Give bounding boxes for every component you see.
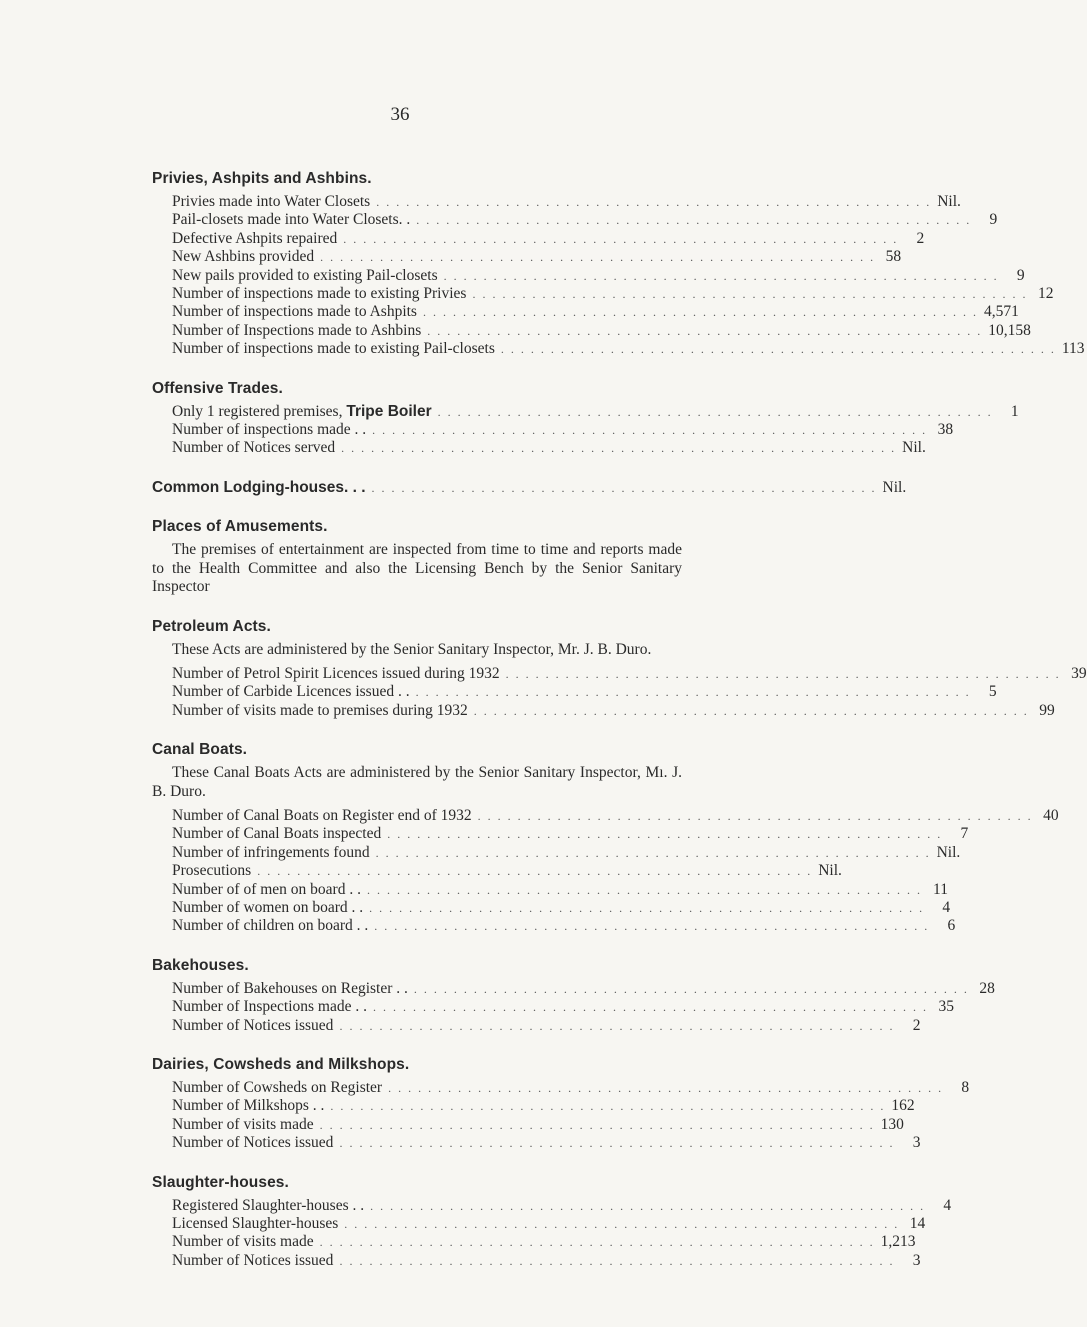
row-value: 4 (943, 1196, 952, 1214)
row-value: 162 (891, 1097, 915, 1115)
table-row (172, 806, 1059, 825)
row-value: 28 (979, 979, 995, 997)
row-label-text: Number of Petrol Spirit Licences issued during 1932 (172, 664, 500, 682)
table-row (172, 825, 969, 843)
row-label-text: Licensed Slaughter-houses (172, 1215, 339, 1233)
row-value: 5 (988, 683, 997, 701)
rows (172, 1079, 970, 1153)
leader-dots: . . . . . . . . . . . . . . . . . . . . . . . . . . . . . . . . . . . . . . . . . . . . . . . . . . . . . . . . (344, 1217, 900, 1232)
table-row (172, 402, 1019, 421)
row-value: 4,571 (983, 303, 1019, 321)
row-label-text: Number of Carbide Licences issued . . (172, 683, 410, 701)
row-label (172, 1079, 382, 1097)
row-label (172, 421, 366, 439)
row-label (172, 1215, 338, 1233)
paragraph: These Acts are administered by the Senior Sanitary Inspector, Mr. J. B. Duro. (172, 640, 652, 658)
row-value: 9 (1016, 266, 1025, 284)
row-label (172, 322, 421, 340)
row-value: 4 (942, 898, 951, 916)
leader-dots: . . . . . . . . . . . . . . . . . . . . . . . . . . . . . . . . . . . . . . . . . . . . . . . . . . . . . . . . (416, 213, 972, 228)
row-value: 3 (912, 1251, 921, 1269)
row-label (172, 230, 337, 248)
leader-dots: . . . . . . . . . . . . . . . . . . . . . . . . . . . . . . . . . . . . . . . . . . . . . . . . . . . . . . . . (319, 1117, 875, 1132)
leader-dots: . . . . . . . . . . . . . . . . . . . . . . . . . . . . . . . . . . . . . . . . . . . . . . . . . . . . . . . . (366, 882, 922, 897)
leader-dots: . . . . . . . . . . . . . . . . . . . . . . . . . . . . . . . . . . . . . . . . . . . . . . . . . . . . . . . . (320, 250, 876, 265)
row-label (172, 881, 361, 899)
row-label-text: Number of inspections made to existing Privies (172, 285, 467, 303)
row-label-text: Prosecutions (172, 862, 252, 880)
row-value: Nil. (936, 843, 961, 861)
row-value: 130 (880, 1115, 904, 1133)
row-value: Nil. (882, 478, 907, 496)
rows (172, 806, 1059, 936)
leader-dots: . . . . . . . . . . . . . . . . . . . . . . . . . . . . . . . . . . . . . . . . . . . . . . . . . . . . . . . . (339, 1136, 895, 1151)
row-label (172, 211, 410, 229)
row-label-text: Number of Canal Boats on Register end of 1932 (172, 806, 472, 824)
page-number: 36 (390, 104, 410, 125)
row-value: 6 (947, 917, 956, 935)
row-label-text: Registered Slaughter-houses . . (172, 1196, 365, 1214)
table-row (172, 843, 961, 862)
leader-dots: . . . . . . . . . . . . . . . . . . . . . . . . . . . . . . . . . . . . . . . . . . . . . . . . . . . . . . . . (374, 919, 930, 934)
row-label-text: Only 1 registered premises, (172, 402, 347, 420)
row-value: Nil. (818, 862, 842, 880)
table-row (172, 439, 926, 457)
table-row (172, 1233, 916, 1251)
section-heading: Canal Boats. (152, 741, 248, 759)
rows (172, 1196, 952, 1271)
table-row (172, 285, 1054, 303)
section-heading: Places of Amusements. (152, 518, 328, 536)
row-label-text: Number of visits made (172, 1233, 314, 1251)
section-petroleum (152, 617, 1087, 721)
table-row (172, 1134, 921, 1152)
row-label (172, 862, 251, 880)
row-label-text: Privies made into Water Closets (172, 193, 371, 210)
row-label (172, 825, 381, 843)
section-heading: Bakehouses. (152, 956, 249, 974)
row-value: 35 (938, 998, 954, 1016)
row-label-text: Number of inspections made . . (172, 421, 367, 439)
table-row (172, 229, 925, 248)
row-label (172, 285, 466, 303)
row-label-text: New Ashbins provided (172, 248, 315, 266)
table-row (172, 1097, 915, 1115)
table-row (172, 1196, 952, 1215)
row-label-text: Number of Milkshops . . (172, 1097, 325, 1115)
leader-dots: . . . . . . . . . . . . . . . . . . . . . . . . . . . . . . . . . . . . . . . . . . . . . . . . . . . . . . . . (369, 900, 925, 915)
row-label (172, 1097, 324, 1115)
leader-dots: . . . . . . . . . . . . . . . . . . . . . . . . . . . . . . . . . . . . . . . . . . . . . . . . . . . . . . . . (387, 827, 943, 842)
row-value: 11 (933, 880, 948, 898)
row-label-text: Number of Notices issued (172, 1016, 334, 1034)
leader-dots: . . . . . . . . . . . . . . . . . . . . . . . . . . . . . . . . . . . . . . . . . . . . . . . . . . . . . . . . (422, 305, 978, 320)
row-label-text: Number of infringements found (172, 843, 370, 861)
row-label (172, 917, 368, 935)
row-label-text: Number of Inspections made . . (172, 998, 367, 1016)
leader-dots: . . . . . . . . . . . . . . . . . . . . . . . . . . . . . . . . . . . . . . . . . . . . . . . . . . . . . . . . (388, 1081, 944, 1095)
row-label (172, 1017, 333, 1035)
row-label (172, 248, 314, 266)
row-label (172, 702, 468, 720)
table-row (172, 340, 1085, 358)
row-label-text: Number of visits made (172, 1115, 314, 1133)
section-heading: Offensive Trades. (152, 379, 283, 397)
leader-dots: . . . . . . . . . . . . . . . . . . . . . . . . . . . . . . . . . . . . . . . . . . . . . . . . . . . . . . . . (376, 195, 932, 209)
leader-dots: . . . . . . . . . . . . . . . . . . . . . . . . . . . . . . . . . . . . . . . . . . . . . . . . . . . . . . . . (500, 342, 1056, 357)
rows (172, 979, 995, 1035)
section-lodging-houses (152, 478, 907, 497)
leader-dots: . . . . . . . . . . . . . . . . . . . . . . . . . . . . . . . . . . . . . . . . . . . . . . . . . . . . . . . . (319, 1235, 875, 1250)
row-label-text: Number of women on board . . (172, 898, 364, 916)
table-row (172, 321, 1031, 340)
table-row (172, 664, 1087, 683)
row-value: 2 (916, 229, 925, 247)
table-row (172, 266, 1025, 285)
table-row (172, 1016, 921, 1035)
table-row (172, 1215, 926, 1233)
leader-dots: . . . . . . . . . . . . . . . . . . . . . . . . . . . . . . . . . . . . . . . . . . . . . . . . . . . . . . . . (413, 981, 969, 996)
leader-dots: . . . . . . . . . . . . . . . . . . . . . . . . . . . . . . . . . . . . . . . . . . . . . . . . . . . . . . . . (343, 231, 899, 246)
row-label-text: Pail-closets made into Water Closets. . (172, 211, 411, 229)
row-label (172, 899, 363, 917)
leader-dots: . . . . . . . . . . . . . . . . . . . . . . . . . . . . . . . . . . . . . . . . . . . . . . . . . . . . . . . . (473, 703, 1029, 718)
leader-dots: . . . . . . . . . . . . . . . . . . . . . . . . . . . . . . . . . . . . . . . . . . . . . . . . . . . . . . . . (415, 685, 971, 700)
section-slaughter-houses (152, 1173, 952, 1271)
table-row (172, 898, 951, 917)
row-value: 8 (961, 1079, 970, 1096)
row-label-text: Number of visits made to premises during 1932 (172, 701, 468, 719)
leader-dots: . . . . . . . . . . . . . . . . . . . . . . . . . . . . . . . . . . . . . . . . . . . . . . . . . . . . . . . . (437, 404, 993, 419)
section-canal-boats (152, 741, 1059, 936)
document-body (152, 170, 1087, 1291)
row-value: 2 (912, 1016, 921, 1034)
row-label-text: Number of inspections made to existing Pail-closets (172, 340, 495, 358)
row-label (172, 980, 408, 998)
leader-dots: . . . . . . . . . . . . . . . . . . . . . . . . . . . . . . . . . . . . . . . . . . . . . . . . . . . . . . . . (330, 1099, 886, 1114)
row-label-text: Number of Canal Boats inspected (172, 825, 382, 843)
leader-dots: . . . . . . . . . . . . . . . . . . . . . . . . . . . . . . . . . . . . . . . . . . . . . . . . . . . (371, 480, 877, 495)
leader-dots: . . . . . . . . . . . . . . . . . . . . . . . . . . . . . . . . . . . . . . . . . . . . . . . . . . . . . . . . (372, 423, 928, 438)
row-label (172, 1197, 364, 1215)
row-label (172, 1134, 333, 1152)
row-label-text: Defective Ashpits repaired (172, 229, 338, 247)
section-bakehouses (152, 956, 995, 1035)
table-row (172, 421, 954, 439)
row-label-text: Number of Bakehouses on Register . . (172, 979, 408, 997)
row-label (172, 1252, 333, 1270)
row-value: Nil. (902, 439, 926, 457)
row-value: 38 (937, 421, 954, 439)
section-heading: Privies, Ashpits and Ashbins. (152, 170, 372, 187)
section-heading: Dairies, Cowsheds and Milkshops. (152, 1056, 410, 1073)
row-label-text: Number of Notices issued (172, 1251, 334, 1269)
row-label (172, 439, 335, 457)
leader-dots: . . . . . . . . . . . . . . . . . . . . . . . . . . . . . . . . . . . . . . . . . . . . . . . . . . . . . . . . (443, 268, 999, 283)
section-amusements (152, 518, 682, 596)
row-label-text: Number of inspections made to Ashpits (172, 303, 417, 321)
table-row (172, 1079, 970, 1097)
section-privies (152, 170, 1085, 359)
table-row (172, 683, 997, 701)
lodging-row (152, 478, 907, 497)
section-heading: Common Lodging-houses. . . (152, 478, 366, 496)
row-label (172, 1116, 314, 1134)
row-value: 39 (1071, 664, 1087, 682)
row-value: 1,213 (880, 1233, 916, 1251)
section-heading: Petroleum Acts. (152, 617, 271, 635)
leader-dots: . . . . . . . . . . . . . . . . . . . . . . . . . . . . . . . . . . . . . . . . . . . . . . . . . . . . . . . . (339, 1018, 895, 1033)
row-value: 10,158 (988, 321, 1031, 339)
row-value: 99 (1039, 701, 1055, 719)
section-offensive-trades (152, 379, 1019, 458)
row-label-text: Number of of men on board . . (172, 880, 361, 898)
table-row (172, 701, 1055, 720)
leader-dots: . . . . . . . . . . . . . . . . . . . . . . . . . . . . . . . . . . . . . . . . . . . . . . . . . . . . . . . . (341, 441, 897, 456)
row-label (172, 267, 438, 285)
rows (172, 402, 1019, 458)
leader-dots: . . . . . . . . . . . . . . . . . . . . . . . . . . . . . . . . . . . . . . . . . . . . . . . . . . . . . . . . (339, 1253, 895, 1268)
table-row (172, 998, 954, 1016)
rows (172, 193, 1085, 359)
row-value: 1 (1010, 402, 1019, 420)
row-value: 7 (960, 825, 969, 843)
row-label (172, 340, 495, 358)
row-value: 58 (885, 248, 902, 266)
paragraph: These Canal Boats Acts are administered by the Senior Sanitary Inspector, Mı. J. B. Duro. (152, 764, 682, 800)
row-label (172, 193, 370, 211)
row-value: 9 (989, 211, 998, 229)
leader-dots: . . . . . . . . . . . . . . . . . . . . . . . . . . . . . . . . . . . . . . . . . . . . . . . . . . . . . . . . (427, 323, 983, 338)
row-label (172, 1233, 314, 1251)
table-row (172, 979, 995, 998)
row-label-bold: Tripe Boiler (346, 402, 432, 420)
table-row (172, 1115, 904, 1134)
row-value: 12 (1037, 285, 1054, 303)
row-label-text: Number of Notices served (172, 439, 336, 457)
table-row (172, 211, 998, 229)
paragraph: The premises of entertainment are inspected from time to time and reports made to the Health Committee and also the Licensing Bench by the Senior Sanitary Inspector (152, 541, 682, 596)
table-row (172, 1251, 921, 1270)
leader-dots: . . . . . . . . . . . . . . . . . . . . . . . . . . . . . . . . . . . . . . . . . . . . . . . . . . . . . . . . (257, 864, 813, 879)
row-value: Nil. (937, 193, 961, 210)
leader-dots: . . . . . . . . . . . . . . . . . . . . . . . . . . . . . . . . . . . . . . . . . . . . . . . . . . . . . . . . (477, 808, 1033, 823)
table-row (172, 193, 961, 211)
row-value: 3 (912, 1134, 921, 1152)
table-row (172, 880, 948, 899)
section-heading: Slaughter-houses. (152, 1173, 289, 1191)
table-row (172, 862, 842, 880)
row-label (172, 303, 417, 321)
row-label (172, 665, 500, 683)
row-label (172, 998, 367, 1016)
row-label (172, 683, 410, 701)
row-label-text: Number of Inspections made to Ashbins (172, 321, 422, 339)
row-label-text: Number of Cowsheds on Register (172, 1079, 383, 1096)
row-value: 40 (1043, 806, 1059, 824)
section-dairies (152, 1056, 970, 1153)
table-row (172, 917, 956, 935)
row-label-text: Number of Notices issued (172, 1134, 334, 1152)
table-row (172, 303, 1019, 321)
leader-dots: . . . . . . . . . . . . . . . . . . . . . . . . . . . . . . . . . . . . . . . . . . . . . . . . . . . . . . . . (370, 1198, 926, 1213)
row-value: 113 (1061, 340, 1085, 358)
row-label-text: Number of children on board . . (172, 917, 369, 935)
rows (172, 664, 1087, 720)
row-label (172, 403, 432, 421)
leader-dots: . . . . . . . . . . . . . . . . . . . . . . . . . . . . . . . . . . . . . . . . . . . . . . . . . . . . . . . . (375, 845, 931, 860)
leader-dots: . . . . . . . . . . . . . . . . . . . . . . . . . . . . . . . . . . . . . . . . . . . . . . . . . . . . . . . . (472, 287, 1028, 302)
row-label (172, 844, 370, 862)
row-label-text: New pails provided to existing Pail-closets (172, 266, 438, 284)
row-value: 14 (909, 1215, 926, 1233)
leader-dots: . . . . . . . . . . . . . . . . . . . . . . . . . . . . . . . . . . . . . . . . . . . . . . . . . . . . . . . . (373, 1000, 928, 1015)
table-row (172, 248, 902, 266)
row-label (172, 807, 472, 825)
leader-dots: . . . . . . . . . . . . . . . . . . . . . . . . . . . . . . . . . . . . . . . . . . . . . . . . . . . . . . . . (505, 666, 1061, 681)
